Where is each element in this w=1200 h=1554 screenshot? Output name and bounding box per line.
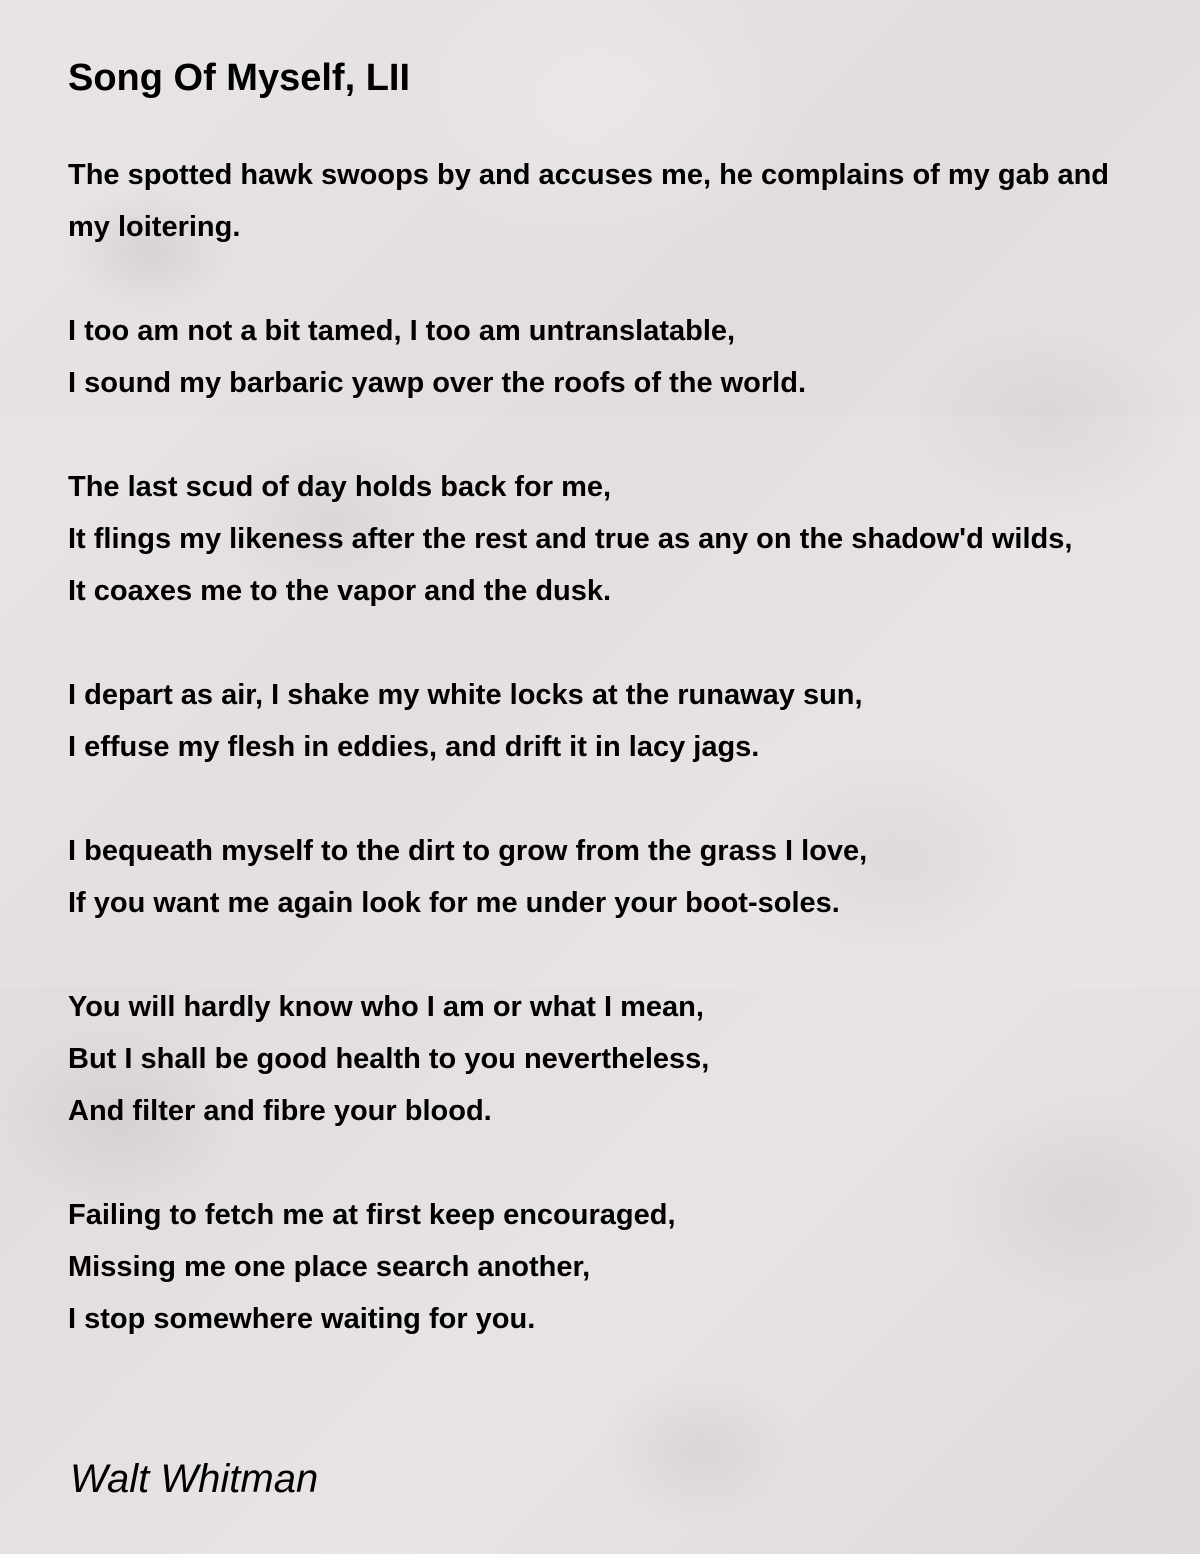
stanza	[68, 149, 1128, 253]
poem-line: I bequeath myself to the dirt to grow from the grass I love,	[68, 835, 868, 867]
poem-line: It flings my likeness after the rest and true as any on the shadow'd wilds,	[68, 523, 1073, 555]
poem-line: I too am not a bit tamed, I too am untranslatable,	[68, 315, 736, 347]
stanza	[68, 825, 1128, 929]
poem-line: It coaxes me to the vapor and the dusk.	[68, 575, 612, 607]
poem-line: But I shall be good health to you nevertheless,	[68, 1043, 710, 1075]
poem-line: I stop somewhere waiting for you.	[68, 1303, 536, 1335]
stanza	[68, 305, 1128, 409]
stanza	[68, 1189, 1128, 1345]
stanza	[68, 981, 1128, 1137]
poem-line: If you want me again look for me under your boot-soles.	[68, 887, 840, 919]
poem-line: Missing me one place search another,	[68, 1251, 591, 1283]
poem-title: Song Of Myself, LII	[68, 57, 411, 99]
poem-line: I depart as air, I shake my white locks at the runaway sun,	[68, 679, 863, 711]
poem-line: You will hardly know who I am or what I mean,	[68, 991, 704, 1023]
stanza	[68, 669, 1128, 773]
poem-line: The last scud of day holds back for me,	[68, 471, 612, 503]
poem-author: Walt Whitman	[70, 1457, 319, 1501]
stanza	[68, 461, 1128, 617]
poem-line: Failing to fetch me at first keep encouraged,	[68, 1199, 676, 1231]
poem-line: I sound my barbaric yawp over the roofs of the world.	[68, 367, 807, 399]
poem-line: I effuse my flesh in eddies, and drift it in lacy jags.	[68, 731, 760, 763]
poem-line: And filter and fibre your blood.	[68, 1095, 492, 1127]
poem-body	[68, 149, 1128, 1397]
poem-line: The spotted hawk swoops by and accuses me, he complains of my gab and my loitering.	[68, 159, 1110, 243]
